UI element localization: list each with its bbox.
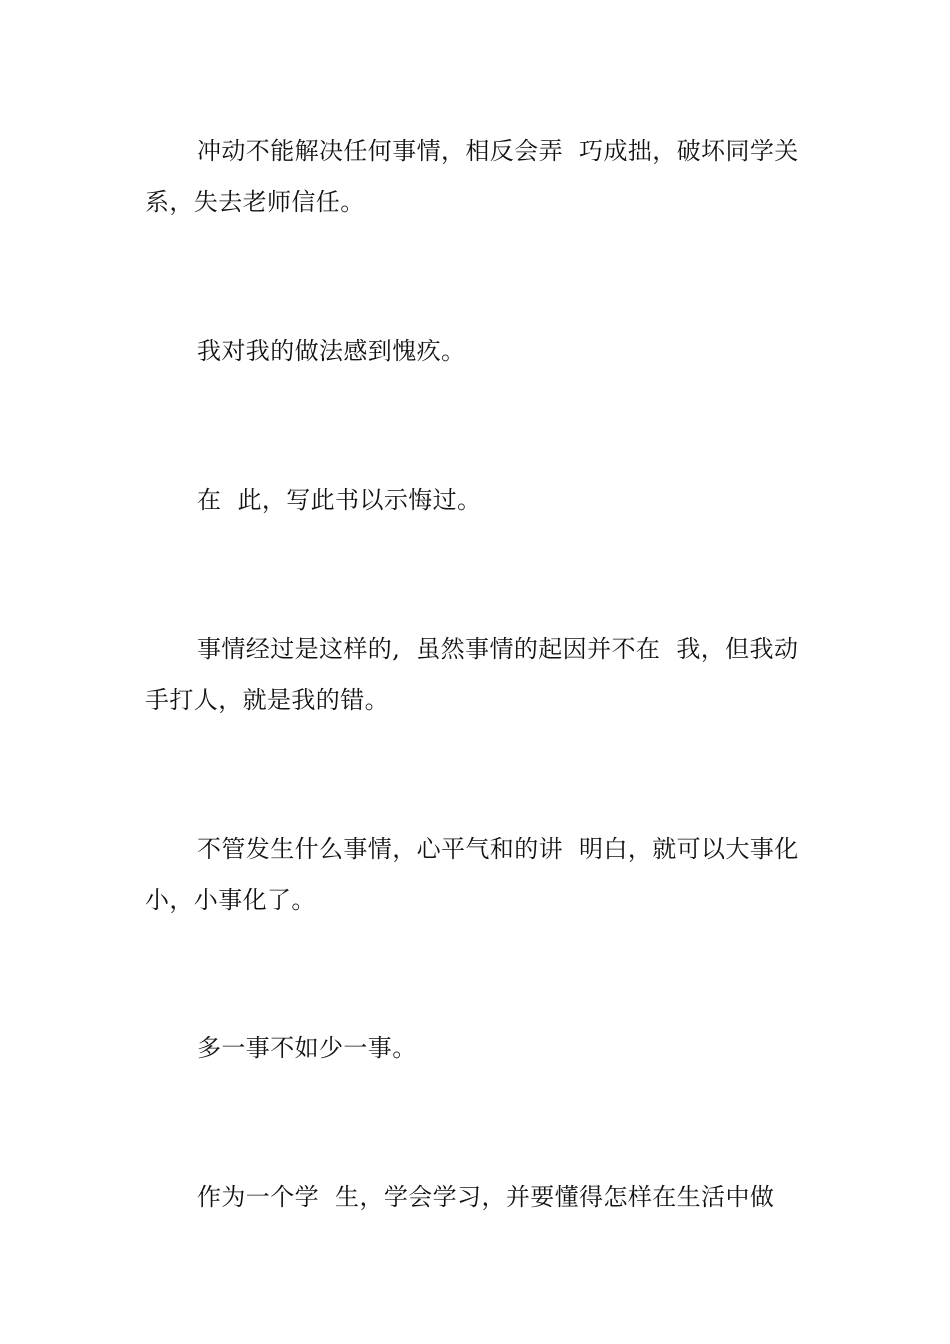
paragraph-3: 在 此，写此书以示悔过。 — [197, 486, 482, 514]
paragraph-1: 冲动不能解决任何事情，相反会弄 巧成拙，破坏同学关系，失去老师信任。 — [145, 137, 799, 216]
paragraph-6: 多一事不如少一事。 — [197, 1034, 417, 1062]
paragraph-2: 我对我的做法感到愧疚。 — [197, 337, 466, 365]
paragraph-7: 作为一个学 生，学会学习，并要懂得怎样在生活中做 — [197, 1183, 775, 1211]
paragraph-5: 不管发生什么事情，心平气和的讲 明白，就可以大事化小，小事化了。 — [145, 835, 799, 914]
paragraph-4: 事情经过是这样的, 虽然事情的起因并不在 我，但我动手打人，就是我的错。 — [145, 635, 799, 714]
